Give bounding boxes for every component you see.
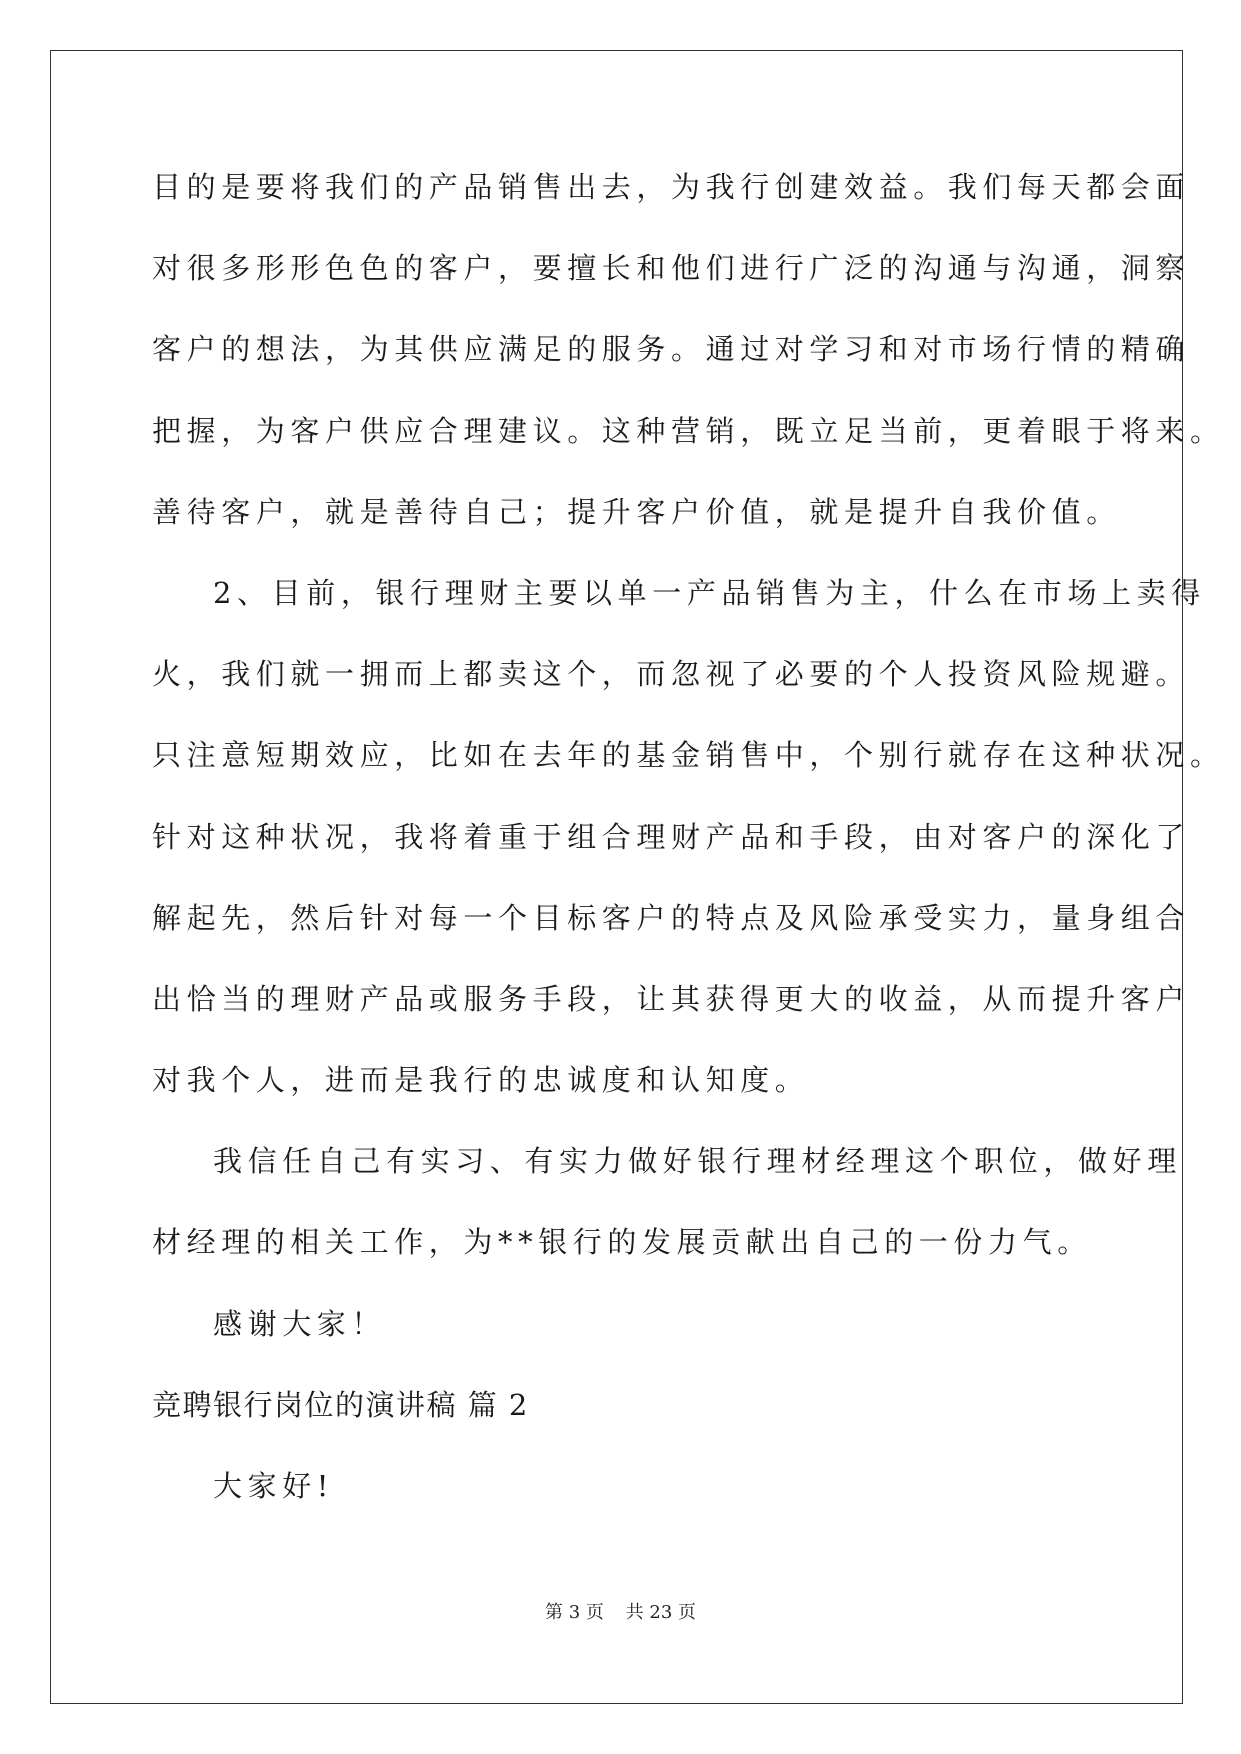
text-line: 善待客户，就是善待自己；提升客户价值，就是提升自我价值。 bbox=[152, 494, 1121, 529]
text-line: 目的是要将我们的产品销售出去，为我行创建效益。我们每天都会面 bbox=[152, 170, 1191, 204]
text-line: 对很多形形色色的客户，要擅长和他们进行广泛的沟通与沟通，洞察 bbox=[152, 251, 1191, 286]
text-line: 把握，为客户供应合理建议。这种营销，既立足当前，更着眼于将来。 bbox=[152, 413, 1225, 448]
page-footer bbox=[0, 1601, 1241, 1625]
text-line: 针对这种状况，我将着重于组合理财产品和手段，由对客户的深化了 bbox=[152, 819, 1191, 854]
text-line: 材经理的相关工作，为**银行的发展贡献出自己的一份力气。 bbox=[152, 1225, 1092, 1260]
page-number: 第 3 页 bbox=[545, 1602, 604, 1623]
text-line: 对我个人，进而是我行的忠诚度和认知度。 bbox=[152, 1063, 810, 1098]
closing-line: 感谢大家！ bbox=[213, 1306, 387, 1341]
document-body bbox=[152, 160, 1225, 1540]
paragraph-start-line: 2、目前，银行理财主要以单一产品销售为主，什么在市场上卖得 bbox=[213, 575, 1206, 610]
paragraph-start-line: 我信任自己有实习、有实力做好银行理材经理这个职位，做好理 bbox=[213, 1144, 1182, 1179]
page-total: 共 23 页 bbox=[625, 1602, 696, 1623]
text-line: 客户的想法，为其供应满足的服务。通过对学习和对市场行情的精确 bbox=[152, 332, 1191, 367]
text-line: 火，我们就一拥而上都卖这个，而忽视了必要的个人投资风险规避。 bbox=[152, 657, 1191, 692]
text-line: 出恰当的理财产品或服务手段，让其获得更大的收益，从而提升客户 bbox=[152, 981, 1191, 1016]
greeting-line: 大家好! bbox=[213, 1469, 335, 1503]
text-line: 解起先，然后针对每一个目标客户的特点及风险承受实力，量身组合 bbox=[152, 900, 1191, 935]
text-line: 只注意短期效应，比如在去年的基金销售中，个别行就存在这种状况。 bbox=[152, 738, 1225, 773]
section-heading: 竞聘银行岗位的演讲稿 篇 2 bbox=[152, 1387, 529, 1422]
